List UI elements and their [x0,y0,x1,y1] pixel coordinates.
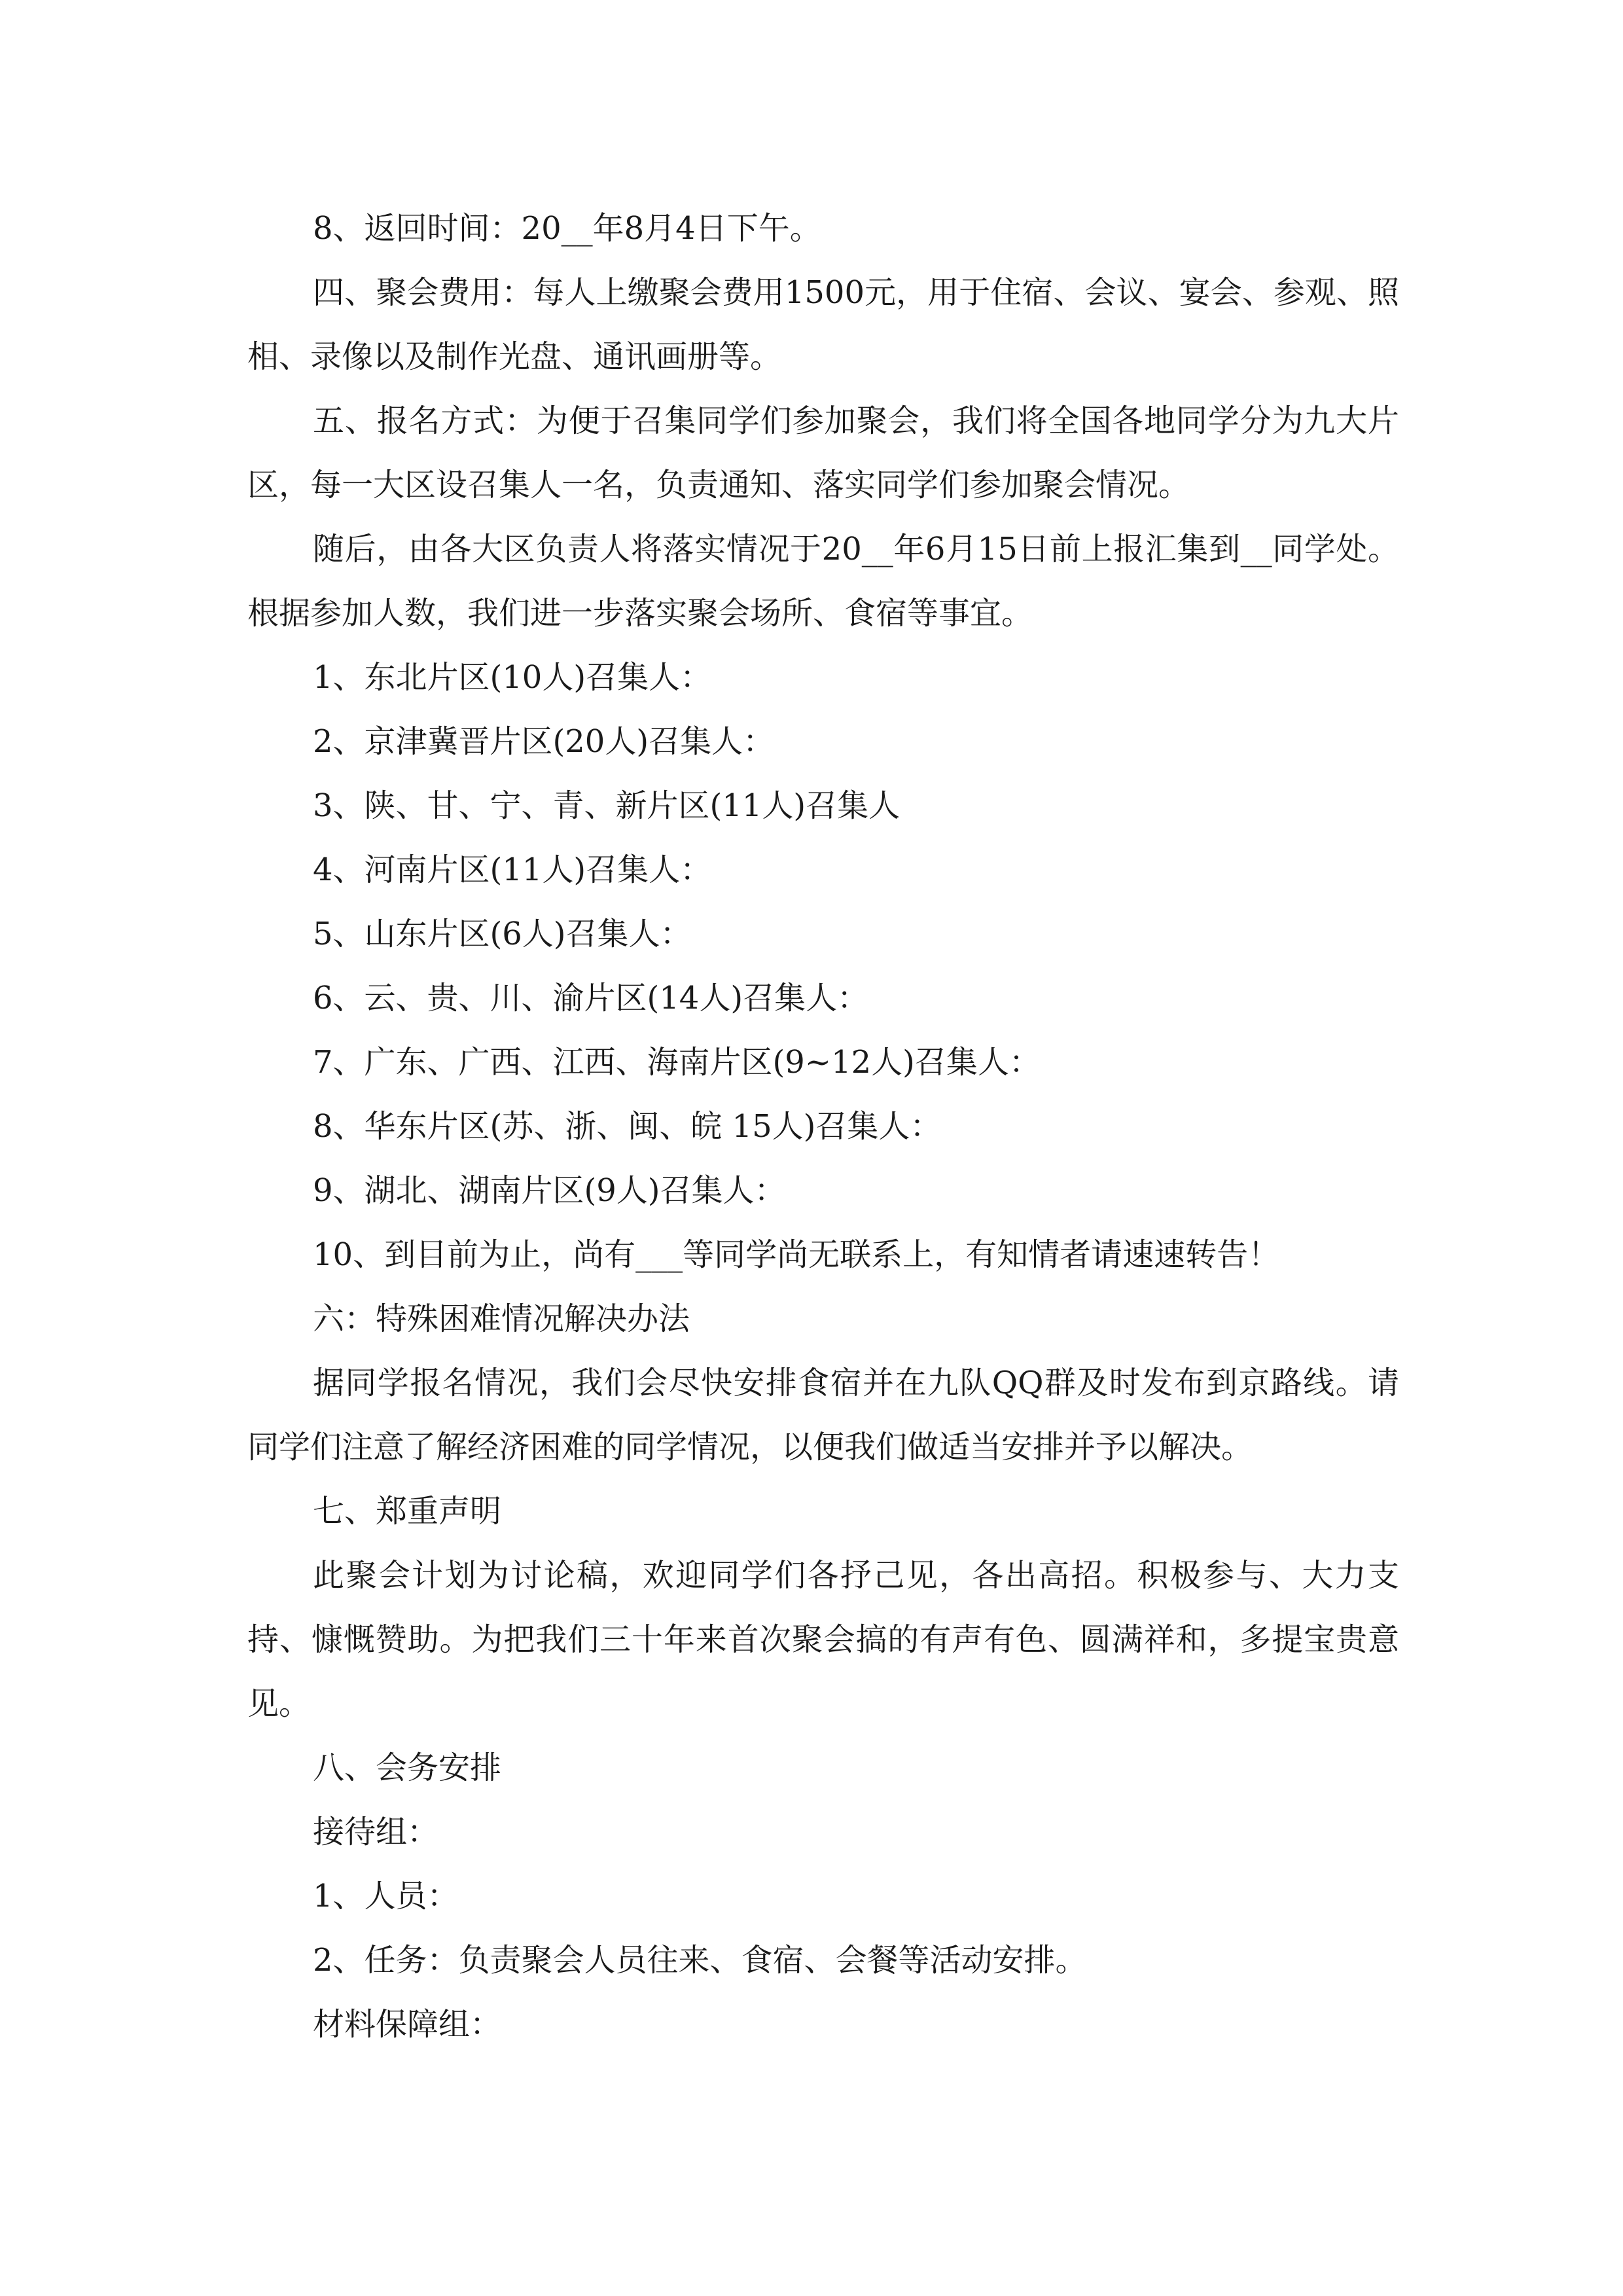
list-item-region-1: 1、东北片区(10人)召集人： [313,659,712,696]
paragraph-statement: 此聚会计划为讨论稿，欢迎同学们各抒己见，各出高招。积极参与、大力支持、慷慨赞助。为把我们三十年来首次聚会搞的有声有色、圆满祥和，多提宝贵意见。 [247,1557,1399,1722]
paragraph-fee: 四、聚会费用：每人上缴聚会费用1500元，用于住宿、会议、宴会、参观、照相、录像以及制作光盘、通讯画册等。 [247,274,1399,375]
list-item-region-3: 3、陕、甘、宁、青、新片区(11人)召集人 [313,787,901,824]
list-item-region-7: 7、广东、广西、江西、海南片区(9~12人)召集人： [313,1044,1041,1081]
list-item-region-5: 5、山东片区(6人)召集人： [313,916,692,952]
list-item-personnel: 1、人员： [313,1878,459,1914]
list-item-region-6: 6、云、贵、川、渝片区(14人)召集人： [313,980,869,1016]
paragraph-return-time: 8、返回时间：20__年8月4日下午。 [313,210,821,247]
list-item-region-2: 2、京津冀晋片区(20人)召集人： [313,723,775,760]
subheading-reception-group: 接待组： [313,1814,439,1850]
section-heading-arrangements: 八、会务安排 [313,1749,502,1786]
list-item-region-4: 4、河南片区(11人)召集人： [313,852,712,888]
document-body [247,196,1399,2056]
list-item-region-9: 9、湖北、湖南片区(9人)召集人： [313,1172,786,1209]
list-item-region-8: 8、华东片区(苏、浙、闽、皖 15人)召集人： [313,1108,942,1145]
paragraph-hardship: 据同学报名情况，我们会尽快安排食宿并在九队QQ群及时发布到京路线。请同学们注意了解经济困难的同学情况，以便我们做适当安排并予以解决。 [247,1365,1399,1465]
list-item-unreached: 10、到目前为止，尚有___等同学尚无联系上，有知情者请速速转告！ [313,1236,1280,1273]
section-heading-statement: 七、郑重声明 [313,1493,502,1530]
paragraph-report-deadline: 随后，由各大区负责人将落实情况于20__年6月15日前上报汇集到__同学处。根据参加人数，我们进一步落实聚会场所、食宿等事宜。 [247,531,1399,632]
subheading-materials-group: 材料保障组： [313,2006,502,2043]
paragraph-registration: 五、报名方式：为便于召集同学们参加聚会，我们将全国各地同学分为九大片区，每一大区设召集人一名，负责通知、落实同学们参加聚会情况。 [247,403,1399,503]
list-item-tasks: 2、任务：负责聚会人员往来、食宿、会餐等活动安排。 [313,1942,1087,1979]
section-heading-hardship: 六：特殊困难情况解决办法 [313,1300,690,1337]
